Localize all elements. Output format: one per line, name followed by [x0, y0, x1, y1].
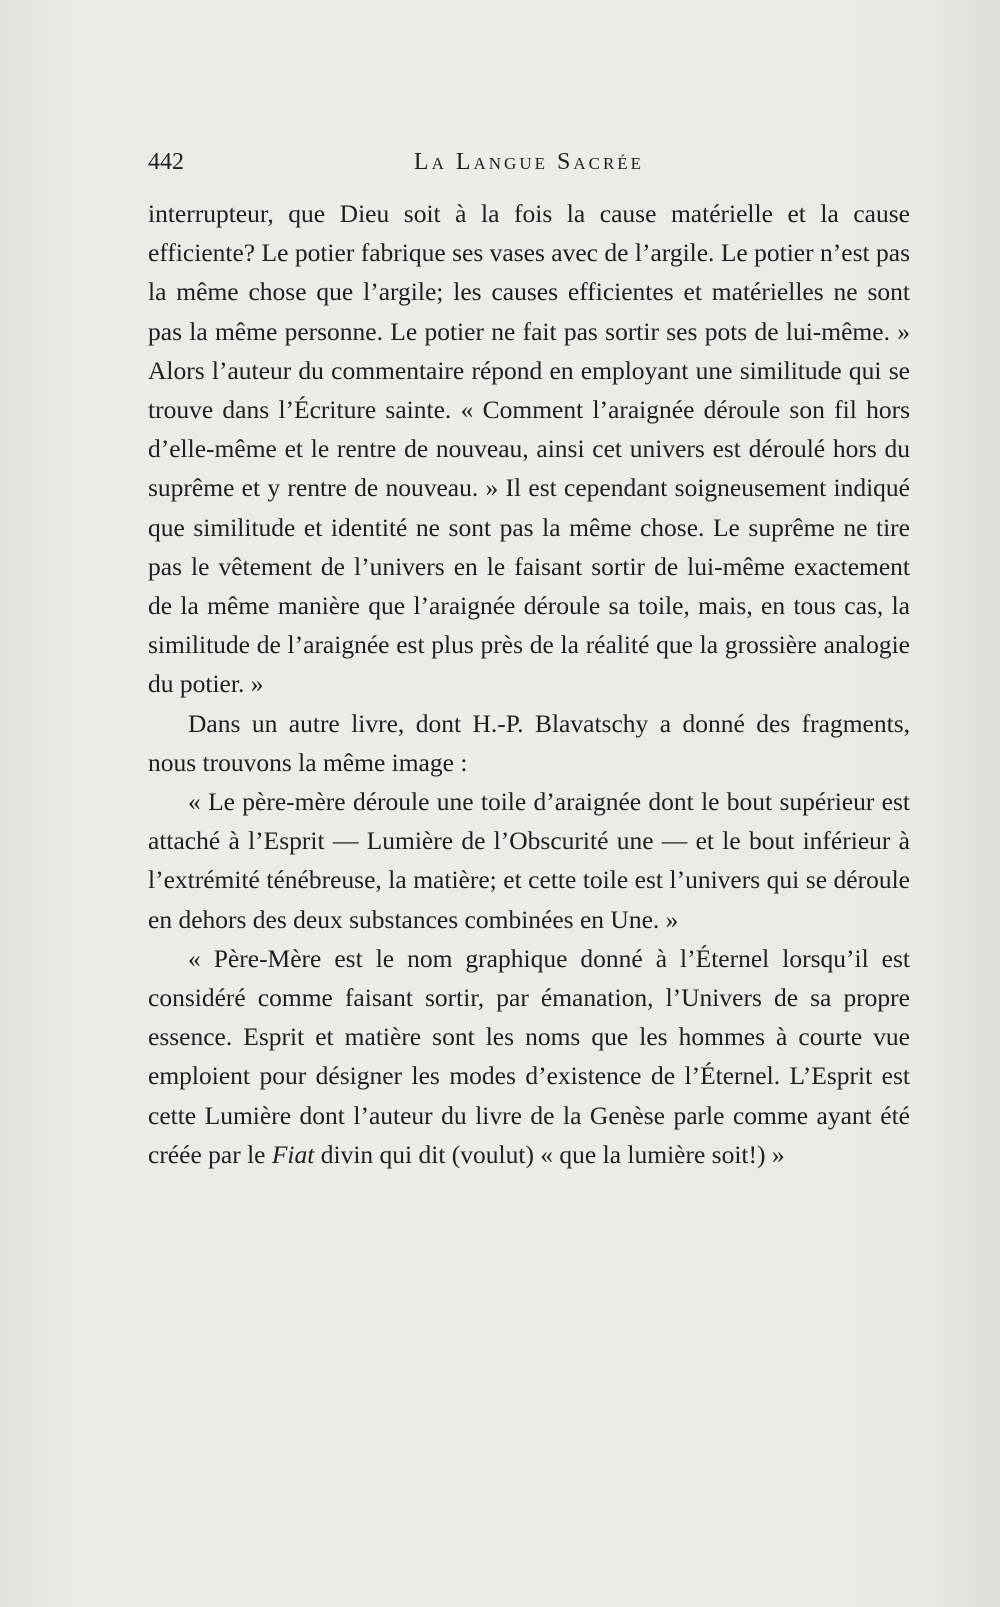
page-number: 442	[148, 149, 184, 175]
body-text	[148, 194, 910, 1174]
paragraph-4-text-after: divin qui dit (voulut) « que la lumière soit!) »	[314, 1139, 785, 1169]
paragraph-4-text-before: « Père-Mère est le nom graphique donné à l’Éternel lorsqu’il est considéré comme faisant sortir, par émanation, l’Univers de sa propre essence. Esprit et matière sont les noms que les hommes à courte vue emploient pour désigner les modes d’existence de l’Éternel. L’Esprit est cette Lumière dont l’auteur du livre de la Genèse parle comme ayant été créée par le	[148, 943, 910, 1169]
running-title: La Langue Sacrée	[413, 149, 645, 175]
paragraph-4-italic-fiat: Fiat	[271, 1139, 315, 1169]
paragraph-2: Dans un autre livre, dont H.-P. Blavatschy a donné des fragments, nous trouvons la même image :	[148, 708, 910, 777]
page-header	[148, 148, 910, 188]
paragraph-1: interrupteur, que Dieu soit à la fois la cause matérielle et la cause efficiente? Le potier fabrique ses vases avec de l’argile. Le potier n’est pas la même chose que l’argile; les causes efficientes et matérielles ne sont pas la même personne. Le potier ne fait pas sortir ses pots de lui-même. » Alors l’auteur du commentaire répond en employant une similitude qui se trouve dans l’Écriture sainte. « Comment l’araignée déroule son fil hors d’elle-même et le rentre de nouveau, ainsi cet univers est déroulé hors du suprême et y rentre de nouveau. » Il est cependant soigneusement indiqué que similitude et identité ne sont pas la même chose. Le suprême ne tire pas le vêtement de l’univers en le faisant sortir de lui-même exactement de la même manière que l’araignée déroule sa toile, mais, en tous cas, la similitude de l’araignée est plus près de la réalité que la grossière analogie du potier. »	[148, 199, 910, 699]
paragraph-4	[148, 939, 910, 1174]
paragraph-3: « Le père-mère déroule une toile d’araignée dont le bout supérieur est attaché à l’Esprit — Lumière de l’Obscurité une — et le bout inférieur à l’extrémité ténébreuse, la matière; et cette toile est l’univers qui se déroule en dehors des deux substances combinées en Une. »	[148, 787, 910, 934]
